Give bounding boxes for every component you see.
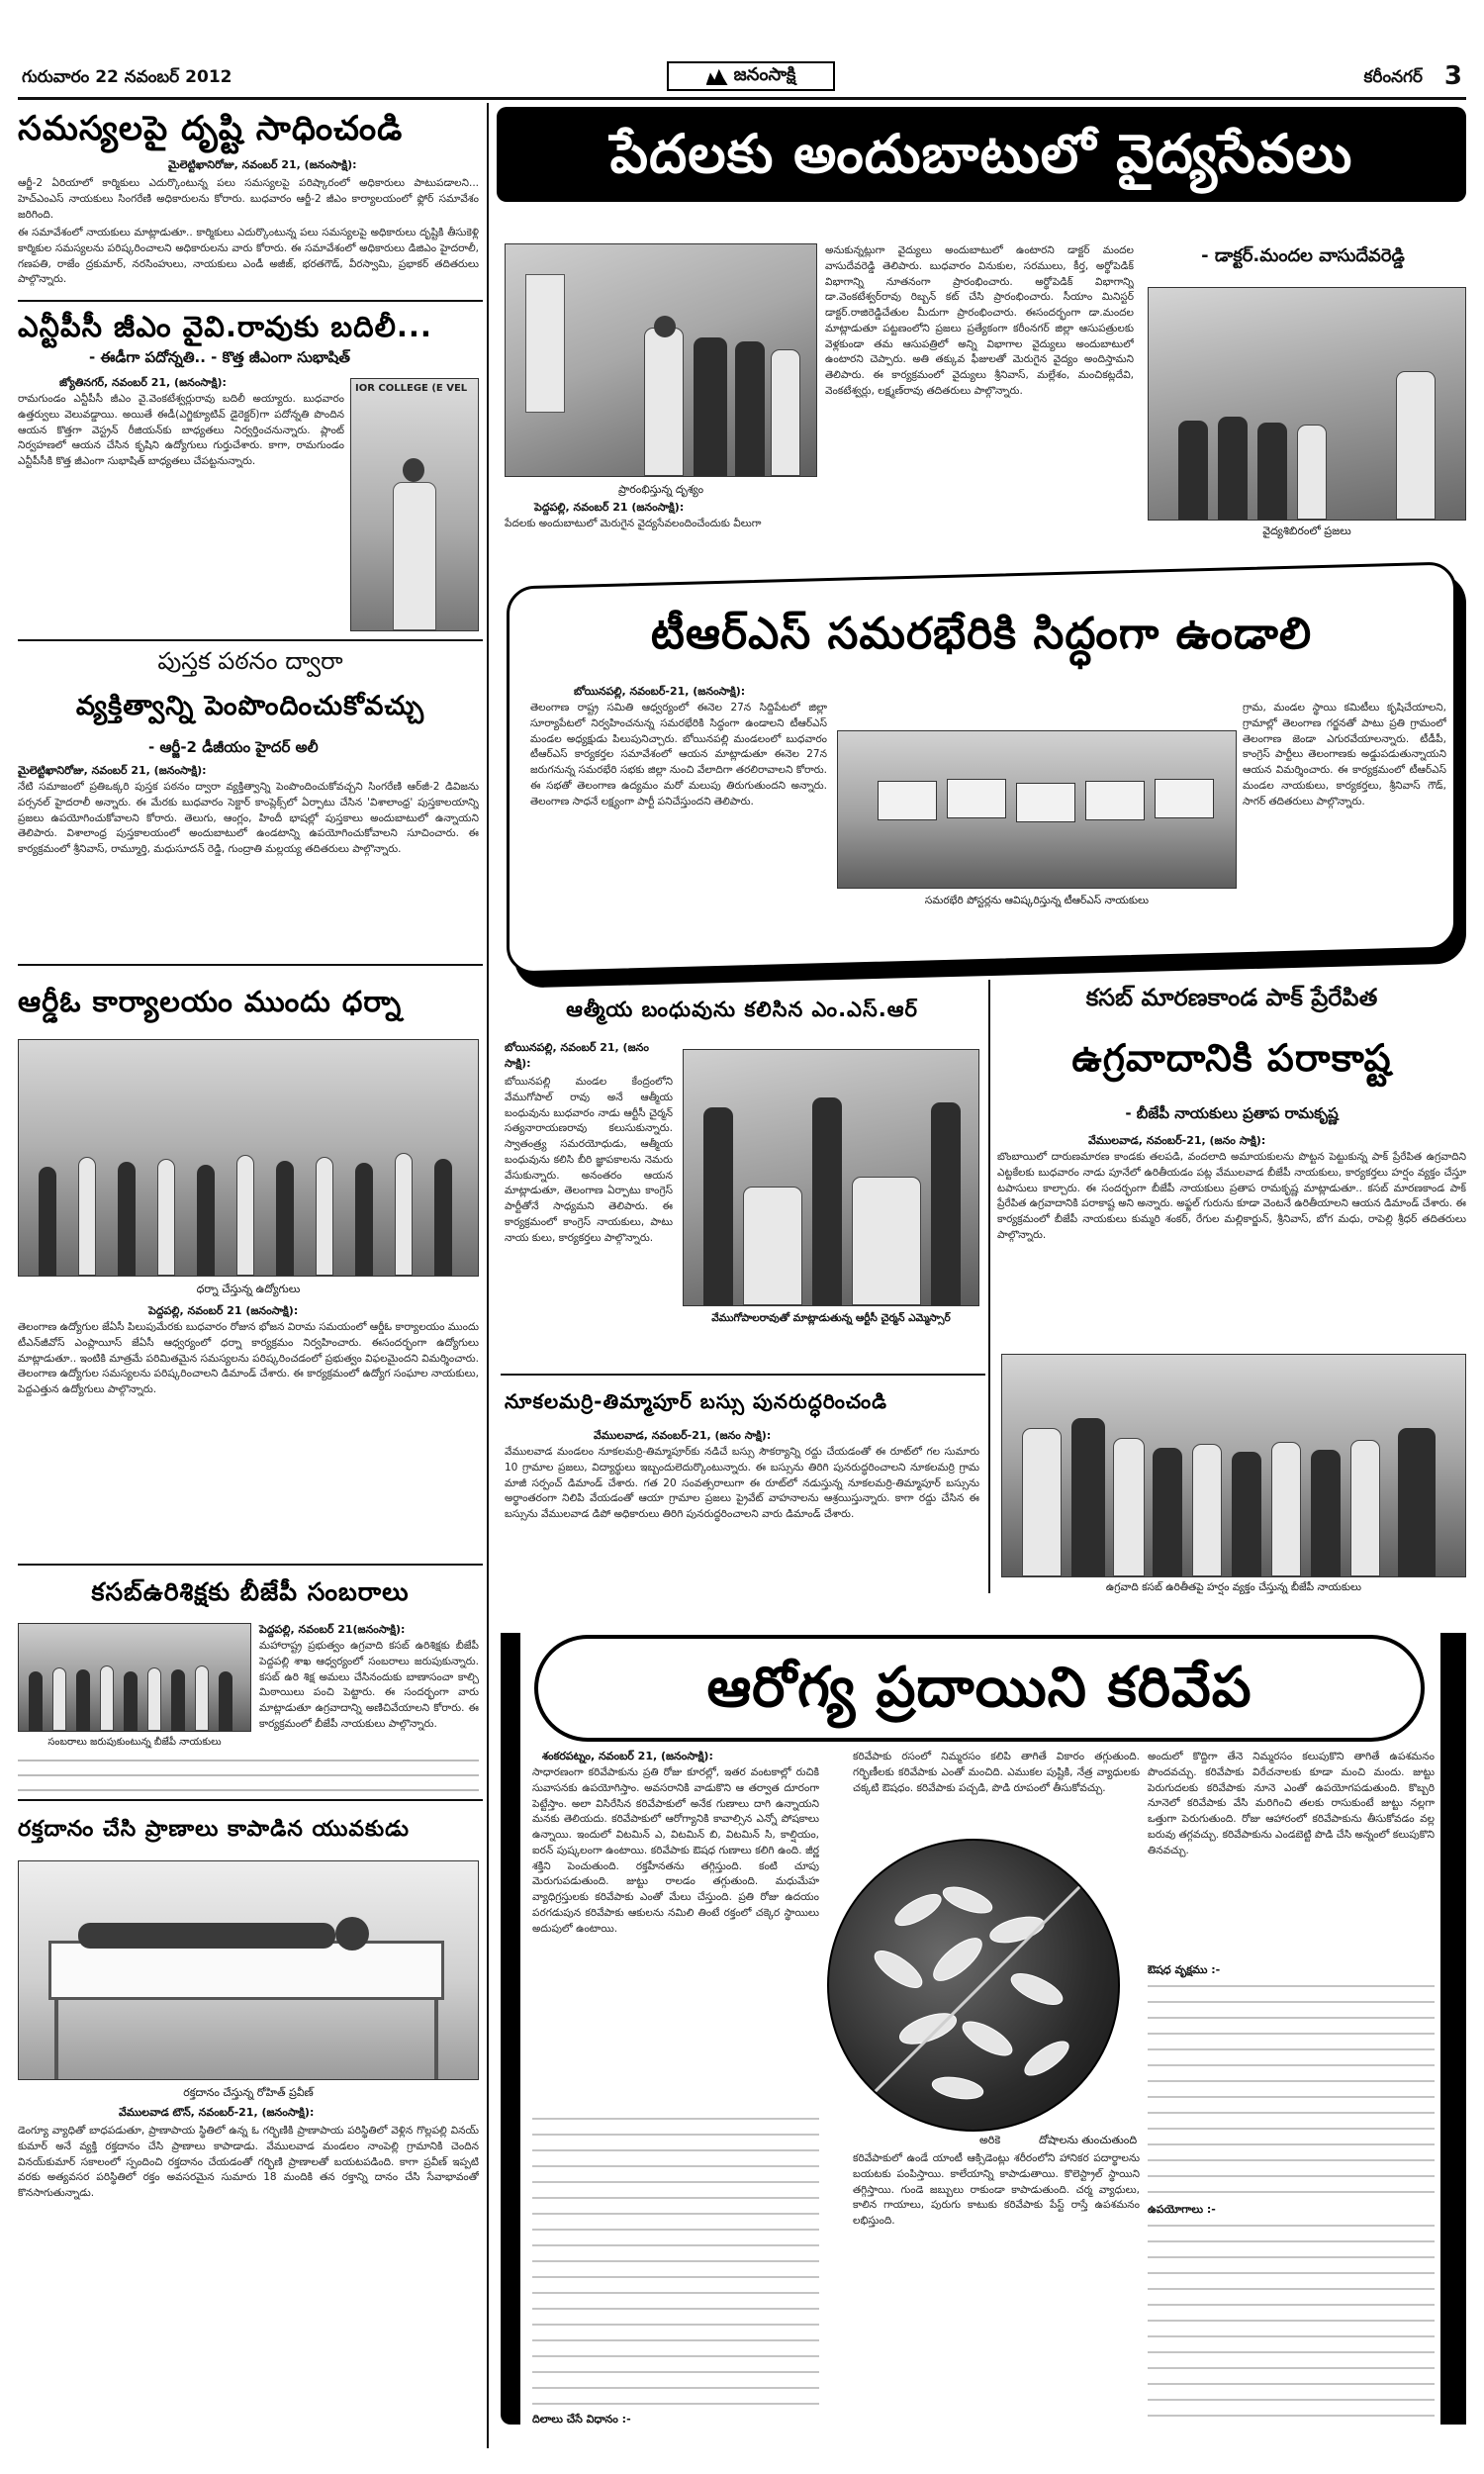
person-figure	[1271, 1442, 1301, 1576]
subhead: - బీజేపీ నాయకులు ప్రతాప రామకృష్ణ	[1125, 1104, 1339, 1122]
logo-mark-icon	[706, 67, 728, 85]
person-figure	[1071, 1418, 1105, 1576]
article-body-continued	[18, 1754, 479, 1793]
person-figure	[157, 1159, 175, 1276]
dateline: మైలెట్టిఖానిరోజు, నవంబర్‌ 21, (జనంసాక్షి):	[18, 764, 207, 777]
headline: ఆత్మీయ బంధువును కలిసిన ఎం.ఎస్‌.ఆర్‌	[566, 998, 918, 1021]
column-divider	[988, 980, 990, 1593]
masthead-logo	[667, 61, 835, 91]
article-body: కరివేపాకులో ఉండే యాంటీ ఆక్సిడెంట్లు శరీరంలోని హానికర పదార్థాలను బయటకు పంపిస్తాయి. కాలేయాన్ని కాపాడుతాయి. కొలెస్ట్రాల్‌ స్థాయిని తగ్గిస్తాయి. గుండె జబ్బులు రాకుండా కాపాడుతుంది. చర్మ వ్యాధులు, కాలిన గాయాలు, పురుగు కాటుకు కరివేపాకు పేస్ట్‌ రాస్తే ఉపశమనం లభిస్తుంది.	[853, 2152, 1140, 2227]
photo-caption: సంబరాలు జరుపుకుంటున్న బీజేపీ నాయకులు	[47, 1737, 222, 1748]
poster	[878, 781, 937, 820]
person-figure	[1113, 1438, 1145, 1576]
article-body: రామగుండం ఎన్టీపీసీ జీఎం వై.వెంకటేశ్వర్లురావు బదిలీ అయ్యారు. బుధవారం ఉత్తర్వులు వెలువడ్డాయి. అయితే ఈడీ(ఎగ్జిక్యూటివ్‌ డైరెక్టర్‌)గా పదోన్నతి పొందిన ఆయన కొత్తగా వెస్ట్రన్‌ రీజియన్‌కు బాధ్యతలు నిర్వర్తించనున్నారు. ప్లాంట్‌ నిర్వహణలో ఆయన చేసిన కృషిని ఉద్యోగులు గుర్తుచేశారు. కాగా, రామగుండం ఎన్టీపీసీకి కొత్త జీఎంగా సుభాషిత్‌ బాధ్యతలు చేపట్టనున్నారు.	[18, 393, 344, 467]
article-body: తెలంగాణ ఉద్యోగుల జేఏసీ పిలుపుమేరకు బుధవారం రోజున భోజన విరామ సమయంలో ఆర్డీఓ కార్యాలయం ముందు టీఎన్‌జీవోస్‌ ఎంప్లాయీస్‌ జేఏసీ ఆధ్వర్యంలో ధర్నా కార్యక్రమం నిర్వహించారు. ఈసందర్భంగా ఉద్యోగులు మాట్లాడుతూ.. ఇంటికి మాత్రమే పరిమితమైన సమస్యలను పరిష్కరించడంలో ప్రభుత్వం విఫలమైందని విమర్శించారు. తెలంగాణ ఉద్యోగుల సమస్యలను పరిష్కరించాలని డిమాండ్‌ చేశారు. ఈ కార్యక్రమంలో ఉద్యోగ సంఘాల నాయకులు, పెద్దఎత్తున ఉద్యోగులు పాల్గొన్నారు.	[18, 1321, 479, 1395]
person-head	[654, 316, 676, 337]
kicker: కసబ్‌ మారణకాండ పాక్‌ ప్రేరేపిత	[1085, 984, 1378, 1011]
bed-leg	[434, 2000, 438, 2079]
column-divider	[487, 103, 489, 2448]
person-figure	[852, 1177, 921, 1305]
person-figure	[100, 1665, 114, 1731]
person-figure	[703, 1107, 733, 1305]
headline: ఉగ్రవాదానికి పరాకాష్ట	[1071, 1036, 1392, 1080]
article-body-continued	[1148, 1979, 1435, 2197]
person-figure	[29, 1671, 43, 1731]
dateline: పెద్దపల్లి, నవంబర్‌ 21 (జనంసాక్షి):	[534, 501, 685, 514]
dateline: జ్యోతినగర్‌, నవంబర్‌ 21, (జనంసాక్షి):	[59, 376, 227, 389]
curry-leaf-photo	[827, 1839, 1120, 2132]
person-figure	[76, 1669, 90, 1731]
divider	[18, 1799, 483, 1801]
divider	[501, 1374, 985, 1376]
headline: నూకలమర్రి-తిమ్మాపూర్‌ బస్సు పునరుద్ధరించండి	[505, 1389, 887, 1413]
dateline: బోయినపల్లి, నవంబర్‌ 21, (జనం సాక్షి):	[505, 1041, 649, 1070]
photo-caption: వైద్యశిబిరంలో ప్రజలు	[1262, 524, 1351, 537]
photo-caption: ప్రారంభిస్తున్న దృశ్యం	[617, 483, 704, 496]
article-body: అందులో కొద్దిగా తేనె నిమ్మరసం కలుపుకొని తాగితే ఉపశమనం పొందవచ్చు. కరివేపాకు విరేచనాలకు కూడా మంచి మందు. జుట్టు పెరుగుదలకు కరివేపాకు నూనె ఎంతో ఉపయోగపడుతుంది. కొబ్బరి నూనెలో కరివేపాకు వేసి మరిగించి తలకు రాసుకుంటే జుట్టు నల్లగా ఒత్తుగా పెరుగుతుంది. రోజు ఆహారంలో కరివేపాకును తీసుకోవడం వల్ల బరువు తగ్గవచ్చు. కరివేపాకును ఎండబెట్టి పొడి చేసి అన్నంలో కలుపుకొని తినవచ్చు.	[1148, 1751, 1435, 1856]
photo-caption: ధర్నా చేస్తున్న ఉద్యోగులు	[196, 1283, 301, 1295]
person-figure	[1311, 1450, 1341, 1576]
dateline: పెద్దపల్లి, నవంబర్‌ 21(జనంసాక్షి):	[259, 1623, 406, 1636]
person-figure	[355, 1163, 373, 1276]
person-figure	[236, 1155, 254, 1276]
article-body: మహారాష్ట్ర ప్రభుత్వం ఉగ్రవాది కసబ్‌ ఉరిశిక్షకు బీజేపీ పెద్దపల్లి శాఖ ఆధ్వర్యంలో సంబరాలు జరుపుకున్నారు. కసబ్‌ ఉరి శిక్ష అమలు చేసినందుకు బాణాసంచా కాల్చి మిఠాయిలు పంచి పెట్టారు. ఈ సందర్భంగా వారు మాట్లాడుతూ ఉగ్రవాదాన్ని అణిచివేయాలని కోరారు. ఈ కార్యక్రమంలో బీజేపీ నాయకులు పాల్గొన్నారు.	[259, 1640, 479, 1730]
article-body-continued	[532, 2112, 819, 2409]
dharna-photo	[18, 1039, 479, 1277]
article-body: బోయినపల్లి మండల కేంద్రంలోని వేముగోపాల్‌ రావు అనే ఆత్మీయ బంధువును బుధవారం నాడు ఆర్టీసీ చైర్మన్‌ సత్యనారాయణరావు కలుసుకున్నారు. స్వాతంత్ర్య సమరయోధుడు, ఆత్మీయ బంధువును కలిసి బీరి జ్ఞాపకాలను నెమరు వేసుకున్నారు. అనంతరం ఆయన మాట్లాడుతూ, తెలంగాణ ఏర్పాటు కాంగ్రెస్‌ పార్టీతోనే సాధ్యమని తెలిపారు. ఈ కార్యక్రమంలో కాంగ్రెస్‌ నాయకులు, పాటు నాయ కులు, కార్యకర్తలు పాల్గొన్నారు.	[505, 1076, 673, 1244]
headline: ఎన్టీపీసీ జీఎం వైవి.రావుకు బదిలీ...	[18, 310, 432, 343]
article-body: వేములవాడ మండలం నూకలమర్రి-తిమ్మాపూర్‌కు నడిచే బస్సు సౌకర్యాన్ని రద్దు చేయడంతో ఈ రూట్‌లో గల సుమారు 10 గ్రామాల ప్రజలు, విద్యార్థులు ఇబ్బందులెదుర్కొంటున్నారు. ఈ బస్సును తిరిగి పునరుద్ధరించాలని నూకలమర్రి గ్రామ మాజీ సర్పంచ్‌ డిమాండ్‌ చేశారు. గత 20 సంవత్సరాలుగా ఈ రూట్‌లో నడుస్తున్న నూకలమర్రి-తిమ్మాపూర్‌ బస్సును అర్థాంతరంగా నిలిపి వేయడంతో ఆయా గ్రామాల ప్రజలు ప్రైవేట్‌ వాహనాలను ఆశ్రయిస్తున్నారు. కాగా రద్దు చేసిన ఈ బస్సును వేములవాడ డిపో అధికారులు తిరిగి పునరుద్ధరించాలని వారు డిమాండ్‌ చేశారు.	[505, 1446, 979, 1520]
masthead-date: గురువారం 22 నవంబర్ 2012	[22, 67, 232, 87]
masthead-paper-name: జనంసాక్షి	[733, 63, 796, 85]
photo-caption: సమరభేరి పోస్టర్లను ఆవిష్కరిస్తున్న టీఆర్‌ఎస్‌ నాయకులు	[924, 895, 1150, 906]
divider	[18, 300, 483, 302]
dateline: పెద్దపల్లి, నవంబర్‌ 21 (జనంసాక్షి):	[148, 1304, 299, 1317]
subhead: - ఈడీగా పదోన్నతి.. - కొత్త జీఎంగా సుభాషిత్‌	[89, 348, 350, 366]
dateline: శంకరపట్నం, నవంబర్‌ 21, (జనంసాక్షి):	[542, 1750, 713, 1762]
poster	[1085, 781, 1145, 820]
person-figure	[197, 1165, 215, 1276]
headline: సమస్యలపై దృష్టి సాధించండి	[18, 109, 404, 148]
article-body: నేటి సమాజంలో ప్రతిఒక్కరి పుస్తక పఠనం ద్వారా వ్యక్తిత్వాన్ని పెంపొందించుకోవచ్చని సింగరేణి ఆర్‌జీ-2 డివిజను పర్సనల్‌ హైదరాలీ అన్నారు. ఈ మేరకు బుధవారం సెక్టార్‌ కాంప్లెక్స్‌లో ఏర్పాటు చేసిన 'విశాలాంధ్ర' పుస్తకాలయాన్ని ప్రజలు ఉపయోగించుకోవాలని కోరారు. తెలుగు, ఆంగ్లం, హిందీ భాషల్లో పుస్తకాలు అందుబాటులో ఉన్నాయని తెలిపారు. విశాలాంధ్ర పుస్తకాలయంలో అందుబాటులో ఉండటాన్ని ఉపయోగించుకోవాలని సూచించారు. ఈ కార్యక్రమంలో శ్రీనివాస్‌, రామ్మూర్తి, మధుసూదన్‌ రెడ్డి, గుంద్రాతి మల్లయ్య తదితరులు పాల్గొన్నారు.	[18, 781, 479, 855]
bed-leg	[54, 2000, 58, 2079]
dateline: బోయినపల్లి, నవంబర్‌-21, (జనంసాక్షి):	[574, 685, 746, 698]
speaker-photo	[350, 378, 479, 631]
masthead-page-number: 3	[1443, 61, 1462, 91]
photo-caption: రక్తదానం చేస్తున్న రోహిత్‌ ప్రవీణ్‌	[183, 2086, 314, 2099]
masthead-rule	[18, 97, 1466, 100]
photo-caption: వేముగోపాలరావుతో మాట్లాడుతున్న ఆర్టీసీ చైర్మన్‌ ఎమ్మెస్సార్‌	[711, 1312, 951, 1324]
feature-frame-left	[501, 1633, 520, 2425]
dateline: వేములవాడ, నవంబర్‌-21, (జనం సాక్షి):	[594, 1429, 772, 1442]
photo-caption-left: అరికె	[979, 2134, 1001, 2146]
article-body: కరివేపాకు రసంలో నిమ్మరసం కలిపి తాగితే వికారం తగ్గుతుంది. గర్భిణీలకు కరివేపాకు ఎంతో మంచిది. ఎముకల పుష్టికి, నేత్ర వ్యాధులకు చక్కటి ఔషధం. కరివేపాకు పచ్చడి, పొడి రూపంలో తీసుకోవచ్చు.	[853, 1751, 1140, 1794]
article-body: బొంబాయిలో దారుణమారణ కాండకు తలపడి, వందలాది అమాయకులను పొట్టన పెట్టుకున్న పాక్‌ ప్రేరేపిత ఉగ్రవాదిని ఎట్టకేలకు బుధవారం నాడు పూనేలో ఉరితీయడం పట్ల వేములవాడ బీజేపీ నాయకులు, కార్యకర్తలు హర్షం వ్యక్తం చేస్తూ టపాసులు కాల్చారు. ఈ సందర్భంగా బీజేపీ నాయకులు ప్రతాప రామకృష్ణ మాట్లాడుతూ.. కసబ్‌ మారణకాండ పాక్‌ ప్రేరేపిత ఉగ్రవాదానికి పరాకాష్ట అని అన్నారు. అఫ్జల్‌ గురును కూడా వెంటనే ఉరితీయాలని ఆయన డిమాండ్‌ చేశారు. ఈ కార్యక్రమంలో బీజేపీ నాయకులు కుమ్మరి శంకర్‌, రేగుల మల్లికార్జున్‌, శ్రీనివాస్‌, బోగ మధు, రాపెల్లి శ్రీధర్‌ తదితరులు పాల్గొన్నారు.	[997, 1151, 1466, 1241]
medical-camp-photo	[1148, 287, 1466, 521]
dateline: వేములవాడ, నవంబర్‌-21, (జనం సాక్షి):	[1088, 1134, 1266, 1147]
article-body-right: గ్రామ, మండల స్థాయి కమిటీలు కృషిచేయాలని, గ్రామాల్లో తెలంగాణ గర్జనతో పాటు ప్రతి గ్రామంలో తెలంగాణ జెండా ఎగురవేయాలన్నారు. టీడీపీ, కాంగ్రెస్‌ పార్టీలు తెలంగాణకు అడ్డుపడుతున్నాయని ఆయన విమర్శించారు. ఈ కార్యక్రమంలో టీఆర్‌ఎస్‌ మండల నాయకులు, కార్యకర్తలు, శ్రీనివాస్‌ గౌడ్‌, సాగర్‌ తదితరులు పాల్గొన్నారు.	[1243, 702, 1446, 808]
person-figure	[1178, 421, 1208, 520]
poster	[1155, 779, 1214, 818]
headline: టీఆర్‌ఎస్‌ సమరభేరికి సిద్ధంగా ఉండాలి	[650, 609, 1313, 659]
article-body: సాధారణంగా కరివేపాకును ప్రతి రోజు కూరల్లో, ఇతర వంటకాల్లో రుచికి సువాసనకు ఉపయోగిస్తాం. అవసరానికి వాడుకొని ఆ తర్వాత దూరంగా పెట్టేస్తాం. అలా విసిరేసిన కరివేపాకులో అనేక గుణాలు దాగి ఉన్నాయని మనకు తెలియదు. కరివేపాకులో ఆరోగ్యానికి కావాల్సిన ఎన్నో పోషకాలు ఉన్నాయి. ఇందులో విటమిన్‌ ఎ, విటమిన్‌ బి, విటమిన్‌ సి, కాల్షియం, ఐరన్‌ పుష్కలంగా ఉంటాయి. కరివేపాకు ఔషధ గుణాలు కలిగి ఉంది. జీర్ణ శక్తిని పెంచుతుంది. రక్తహీనతను తగ్గిస్తుంది. కంటి చూపు మెరుగుపడుతుంది. జుట్టు రాలడం తగ్గుతుంది. మధుమేహ వ్యాధిగ్రస్తులకు కరివేపాకు ఎంతో మేలు చేస్తుంది. ప్రతి రోజు ఉదయం పరగడుపున కరివేపాకు ఆకులను నమిలి తింటే రక్తంలో చక్కెర స్థాయిలు అదుపులో ఉంటాయి.	[532, 1766, 819, 1935]
feature-frame-right	[1440, 1633, 1466, 2425]
person-figure	[1350, 1440, 1380, 1576]
divider	[18, 964, 483, 966]
trs-poster-photo	[837, 730, 1237, 889]
person-figure	[1192, 1444, 1222, 1576]
person-figure	[694, 337, 727, 476]
headline: ఆరోగ్య ప్రదాయిని కరివేప	[706, 1656, 1252, 1720]
subhead: దిలాలు చేసే విధానం :-	[532, 2413, 631, 2426]
article-body-continued	[1148, 2219, 1435, 2417]
person-figure	[771, 349, 800, 476]
person-figure	[735, 341, 765, 476]
subhead: - ఆర్జీ-2 డీజీయం హైదర్‌ అలీ	[148, 738, 319, 756]
divider	[18, 639, 483, 641]
headline: కసబ్‌ఉరిశిక్షకు బీజేపీ సంబరాలు	[91, 1577, 410, 1606]
blood-donation-photo	[18, 1860, 479, 2080]
person-figure	[1218, 417, 1248, 520]
article-body: ఈ సమావేశంలో నాయకులు మాట్లాడుతూ.. కార్మికులు ఎదుర్కొంటున్న పలు సమస్యలపై అధికారులు దృష్టికి తీసుకెళ్లి కార్మికుల సమస్యలను పరిష్కరించాలని అధికారులను వారు కోరారు. ఈ సమావేశంలో అధికారులు డిజిఎం హైదరాలీ, గణపతి, రాజేం ద్రకుమార్‌, నరసింహులు, నాయకులు ఎండీ అజీజ్‌, భరతగౌడ్‌, వీరస్వామి, ప్రభాకర్‌ తదితరులు పాల్గొన్నారు.	[18, 227, 479, 286]
dateline: వేములవాడ టౌన్‌, నవంబర్‌-21, (జనంసాక్షి):	[119, 2106, 315, 2119]
masthead-edition: కరీంనగర్	[1363, 67, 1423, 87]
headline-banner	[497, 107, 1466, 202]
person-figure	[316, 1157, 333, 1276]
person-figure	[52, 1667, 66, 1731]
headline: వ్యక్తిత్వాన్ని పెంపొందించుకోవచ్చు	[75, 691, 425, 721]
patient-figure	[78, 1923, 335, 1949]
person-figure	[1232, 1452, 1261, 1576]
person-figure	[434, 1159, 452, 1276]
person-figure	[78, 1157, 96, 1276]
masthead	[18, 61, 1466, 95]
person-figure	[1257, 423, 1287, 520]
celebration-photo	[18, 1623, 251, 1732]
person-figure	[812, 1097, 842, 1305]
headline: పేదలకు అందుబాటులో వైద్యసేవలు	[609, 123, 1353, 185]
poster	[947, 779, 1006, 818]
subhead: - డాక్టర్‌.మందల వాసుదేవరెడ్డి	[1201, 245, 1405, 266]
headline: రక్తదానం చేసి ప్రాణాలు కాపాడిన యువకుడు	[18, 1817, 410, 1842]
equipment	[525, 274, 565, 413]
person-figure	[124, 1671, 138, 1731]
subhead: ఔషధ వృక్షము :-	[1148, 1963, 1221, 1976]
person-figure	[39, 1167, 56, 1276]
photo-caption-right: దోషాలను తుంచుతుంది	[1039, 2134, 1138, 2146]
photo-banner-text: IOR COLLEGE (E VEL	[355, 383, 468, 394]
person-figure	[1022, 1428, 1062, 1576]
bjp-protest-photo	[1001, 1354, 1466, 1577]
article-body: అనుకున్నట్లుగా వైద్యులు అందుబాటులో ఉంటారని డాక్టర్‌ మందల వాసుదేవరెడ్డి తెలిపారు. బుధవారం వినుకుల, సరములు, కీర్త, అర్థోపెడిక్‌ విభాగాన్ని నూతనంగా ప్రారంభించారు. అర్థోపెడిక్‌ విభాగాన్ని డా.వెంకటేశ్వర్‌రావు రిబ్బన్‌ కట్‌ చేసి ప్రారంభించారు. సీయాం మినిస్టర్‌ డాక్టర్‌.రాజిరెడ్డిచేతుల మీదుగా ప్రారంభించారు. ఈసందర్భంగా డా.మందల మాట్లాడుతూ పట్టణంలోని ప్రజలు ప్రత్యేకంగా కరీంనగర్‌ జిల్లా ఆసుపత్రులకు వెళ్లకుండా తమ ఆసుపత్రిలో అన్ని విభాగాల వైద్యులు అందుబాటులో ఉంటారని చెప్పారు. అతి తక్కువ ఫీజులతో మెరుగైన వైద్యం అందిస్తామని తెలిపారు. ఈ కార్యక్రమంలో వైద్యులు శ్రీనివాస్‌, మల్లేశం, మంచికట్లదేవి, వెంకటేశ్వర్లు, లక్ష్మణ్‌రావు తదితరులు పాల్గొన్నారు.	[825, 244, 1134, 397]
divider	[18, 1564, 483, 1566]
article-body: తెలంగాణ రాష్ట్ర సమితి ఆధ్వర్యంలో ఈనెల 27న సిద్దిపేటలో జిల్లా సూర్యాపేటలో నిర్వహించనున్న సమరభేరికి సిద్ధంగా ఉండాలని టీఆర్‌ఎస్‌ మండల అధ్యక్షుడు పిలుపునిచ్చారు. బోయినపల్లి మండలంలో బుధవారం టీఆర్‌ఎస్‌ కార్యకర్తల సమావేశంలో ఆయన మాట్లాడుతూ ఈనెల 27న జరుగనున్న సమరభేరి సభకు జిల్లా నుంచి వేలాదిగా తరలిరావాలని కోరారు. ఈ సభతో తెలంగాణ ఉద్యమం మరో మలుపు తిరుగుతుందని అన్నారు. తెలంగాణ సాధనే లక్ష్యంగా పార్టీ పనిచేస్తుందని తెలిపారు.	[530, 702, 827, 808]
person-figure	[1153, 1448, 1182, 1576]
dateline: మైలెట్టిఖానిరోజు, నవంబర్‌ 21, (జనంసాక్షి):	[168, 158, 357, 171]
person-head	[403, 458, 424, 482]
person-figure	[171, 1669, 185, 1731]
person-figure	[195, 1665, 209, 1731]
article-body: డెంగ్యూ వ్యాధితో బాధపడుతూ, ప్రాణాపాయ స్థితిలో ఉన్న ఓ గర్భిణికి ప్రాణాపాయ పరిస్థితిలో వెళ్లిన గొల్లపల్లి వినయ్‌ కుమార్‌ అనే వ్యక్తి రక్తదానం చేసి ప్రాణాలు కాపాడాడు. వేములవాడ మండలం నాంపెల్లి గ్రామానికి చెందిన వినయ్‌కుమార్‌ సకాలంలో స్పందించి రక్తదానం చేయడంతో గర్భిణి ప్రాణాలతో బయటపడింది. కాగా ప్రవీణ్‌ ఇప్పటి వరకు అత్యవసర పరిస్థితిలో రక్తం అవసరమైన సుమారు 18 మందికి తన రక్తాన్ని దానం చేసి సేవాభావంతో కొనసాగుతున్నాడు.	[18, 2125, 479, 2199]
person-figure	[147, 1667, 161, 1731]
article-lead: పేదలకు అందుబాటులో మెరుగైన వైద్యసేవలందించేందుకు వీలుగా	[505, 518, 762, 529]
patient-head	[335, 1917, 369, 1951]
headline: ఆర్డీఓ కార్యాలయం ముందు ధర్నా	[18, 985, 403, 1018]
person-figure	[931, 1102, 961, 1305]
person-figure	[276, 1161, 294, 1276]
person-figure	[1297, 425, 1327, 520]
person-figure	[1398, 1428, 1436, 1576]
person-figure	[644, 328, 684, 476]
poster	[1016, 783, 1075, 822]
subhead: ఉపయోగాలు :-	[1148, 2203, 1216, 2216]
person-figure	[395, 1153, 413, 1276]
person-figure	[118, 1162, 136, 1276]
person-figure	[219, 1671, 232, 1731]
hospital-bed	[48, 1941, 444, 2000]
leaf-pattern-icon	[829, 1841, 1120, 2132]
msr-meeting-photo	[683, 1049, 979, 1306]
photo-caption: ఉగ్రవాది కసబ్‌ ఉరితీతపై హర్షం వ్యక్తం చేస్తున్న బీజేపీ నాయకులు	[1105, 1581, 1362, 1593]
kicker: పుస్తక పఠనం ద్వారా	[157, 647, 343, 675]
person-figure	[1396, 371, 1436, 520]
person-figure	[393, 482, 436, 630]
inauguration-photo	[505, 243, 817, 477]
person-figure	[743, 1187, 802, 1305]
article-body: ఆర్జీ-2 ఏరియాలో కార్మికులు ఎదుర్కొంటున్న పలు సమస్యలపై పరిష్కారంలో అధికారులు పాటుపడాలని... హెచ్‌ఎంఎస్‌ నాయకులు సింగరేణి అధికారులను కోరారు. బుధవారం ఆర్జీ-2 జీఎం కార్యాలయంలో ఫ్లోర్‌ సమావేశం జరిగింది.	[18, 177, 479, 221]
